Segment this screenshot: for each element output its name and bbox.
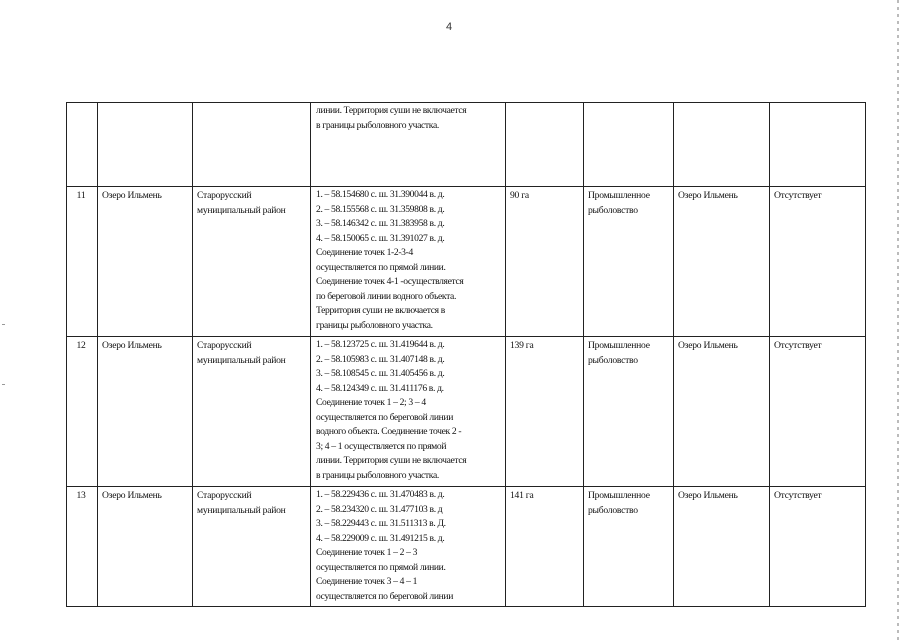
coords-line: Соединение точек 1 – 2 – 3 bbox=[316, 547, 418, 558]
coords-line: 3. – 58.229443 с. ш. 31.511313 в. Д. bbox=[316, 518, 446, 529]
cell-district bbox=[193, 337, 311, 487]
coords-line: 2. – 58.155568 с. ш. 31.359808 в. д. bbox=[316, 203, 445, 215]
coords-line: в границы рыболовного участка. bbox=[316, 119, 439, 131]
cell-note: Отсутствует bbox=[770, 337, 866, 487]
coords-line: осуществляется по береговой линии bbox=[316, 590, 453, 602]
cell-area: 90 га bbox=[506, 187, 584, 337]
coords-line: линии. Территория суши не включается bbox=[316, 105, 467, 116]
cell-water-body: Озеро Ильмень bbox=[98, 187, 193, 337]
use-line: Промышленное bbox=[588, 490, 650, 501]
cell-coordinates bbox=[311, 103, 506, 187]
fishing-areas-table bbox=[66, 102, 866, 607]
cell-district bbox=[193, 487, 311, 607]
cell-district bbox=[193, 187, 311, 337]
table-row bbox=[67, 187, 866, 337]
coords-line: Соединение точек 3 – 4 – 1 bbox=[316, 576, 418, 587]
coords-line: осуществляется по прямой линии. bbox=[316, 561, 446, 573]
coords-line: 3; 4 – 1 осуществляется по прямой bbox=[316, 440, 447, 452]
coords-line: осуществляется по береговой линии bbox=[316, 411, 453, 423]
page-number: 4 bbox=[446, 21, 453, 33]
cell-location: Озеро Ильмень bbox=[674, 187, 770, 337]
coords-line: Соединение точек 4-1 -осуществляется bbox=[316, 276, 464, 287]
cell-use bbox=[584, 187, 674, 337]
coords-line: в границы рыболовного участка. bbox=[316, 469, 439, 481]
coords-line: 1. – 58.154680 с. ш. 31.390044 в. д. bbox=[316, 189, 445, 200]
coords-line: 4. – 58.150065 с. ш. 31.391027 в. д. bbox=[316, 232, 445, 244]
table-row bbox=[67, 487, 866, 607]
cell-coordinates bbox=[311, 187, 506, 337]
cell-area bbox=[506, 103, 584, 187]
district-line: муниципальный район bbox=[197, 354, 286, 366]
district-line: Старорусский bbox=[197, 340, 252, 351]
scan-edge-mark bbox=[897, 0, 899, 640]
use-line: Промышленное bbox=[588, 190, 650, 201]
coords-line: 3. – 58.146342 с. ш. 31.383958 в. д. bbox=[316, 218, 445, 229]
coords-line: 1. – 58.123725 с. ш. 31.419644 в. д. bbox=[316, 339, 445, 350]
cell-note: Отсутствует bbox=[770, 187, 866, 337]
use-line: рыболовство bbox=[588, 504, 638, 516]
coords-line: 4. – 58.229009 с. ш. 31.491215 в. д. bbox=[316, 532, 445, 544]
cell-coordinates bbox=[311, 337, 506, 487]
cell-use bbox=[584, 487, 674, 607]
coords-line: 3. – 58.108545 с. ш. 31.405456 в. д. bbox=[316, 368, 445, 379]
coords-line: 2. – 58.105983 с. ш. 31.407148 в. д. bbox=[316, 353, 445, 365]
scan-dot-mark bbox=[2, 384, 5, 385]
coords-line: осуществляется по прямой линии. bbox=[316, 261, 446, 273]
cell-coordinates bbox=[311, 487, 506, 607]
cell-note bbox=[770, 103, 866, 187]
cell-num: 11 bbox=[67, 187, 98, 337]
coords-line: Территория суши не включается в bbox=[316, 305, 445, 316]
cell-area: 139 га bbox=[506, 337, 584, 487]
cell-district bbox=[193, 103, 311, 187]
coords-line: 2. – 58.234320 с. ш. 31.477103 в. д bbox=[316, 503, 443, 515]
district-line: муниципальный район bbox=[197, 504, 286, 516]
cell-location: Озеро Ильмень bbox=[674, 337, 770, 487]
use-line: Промышленное bbox=[588, 340, 650, 351]
coords-line: водного объекта. Соединение точек 2 - bbox=[316, 426, 462, 437]
district-line: муниципальный район bbox=[197, 204, 286, 216]
coords-line: границы рыболовного участка. bbox=[316, 319, 433, 331]
scan-dot-mark bbox=[2, 324, 5, 325]
use-line: рыболовство bbox=[588, 204, 638, 216]
coords-line: 4. – 58.124349 с. ш. 31.411176 в. д. bbox=[316, 382, 444, 394]
cell-location bbox=[674, 103, 770, 187]
cell-water-body: Озеро Ильмень bbox=[98, 337, 193, 487]
coords-line: Соединение точек 1-2-3-4 bbox=[316, 247, 413, 258]
table-row bbox=[67, 337, 866, 487]
table-row-continued bbox=[67, 103, 866, 187]
cell-location: Озеро Ильмень bbox=[674, 487, 770, 607]
cell-num bbox=[67, 103, 98, 187]
cell-water-body bbox=[98, 103, 193, 187]
use-line: рыболовство bbox=[588, 354, 638, 366]
cell-num: 12 bbox=[67, 337, 98, 487]
cell-num: 13 bbox=[67, 487, 98, 607]
coords-line: линии. Территория суши не включается bbox=[316, 455, 467, 466]
district-line: Старорусский bbox=[197, 190, 252, 201]
cell-area: 141 га bbox=[506, 487, 584, 607]
coords-line: по береговой линии водного объекта. bbox=[316, 290, 457, 302]
cell-note: Отсутствует bbox=[770, 487, 866, 607]
cell-use bbox=[584, 337, 674, 487]
district-line: Старорусский bbox=[197, 490, 252, 501]
cell-use bbox=[584, 103, 674, 187]
cell-water-body: Озеро Ильмень bbox=[98, 487, 193, 607]
coords-line: 1. – 58.229436 с. ш. 31.470483 в. д. bbox=[316, 489, 445, 500]
coords-line: Соединение точек 1 – 2; 3 – 4 bbox=[316, 397, 426, 408]
